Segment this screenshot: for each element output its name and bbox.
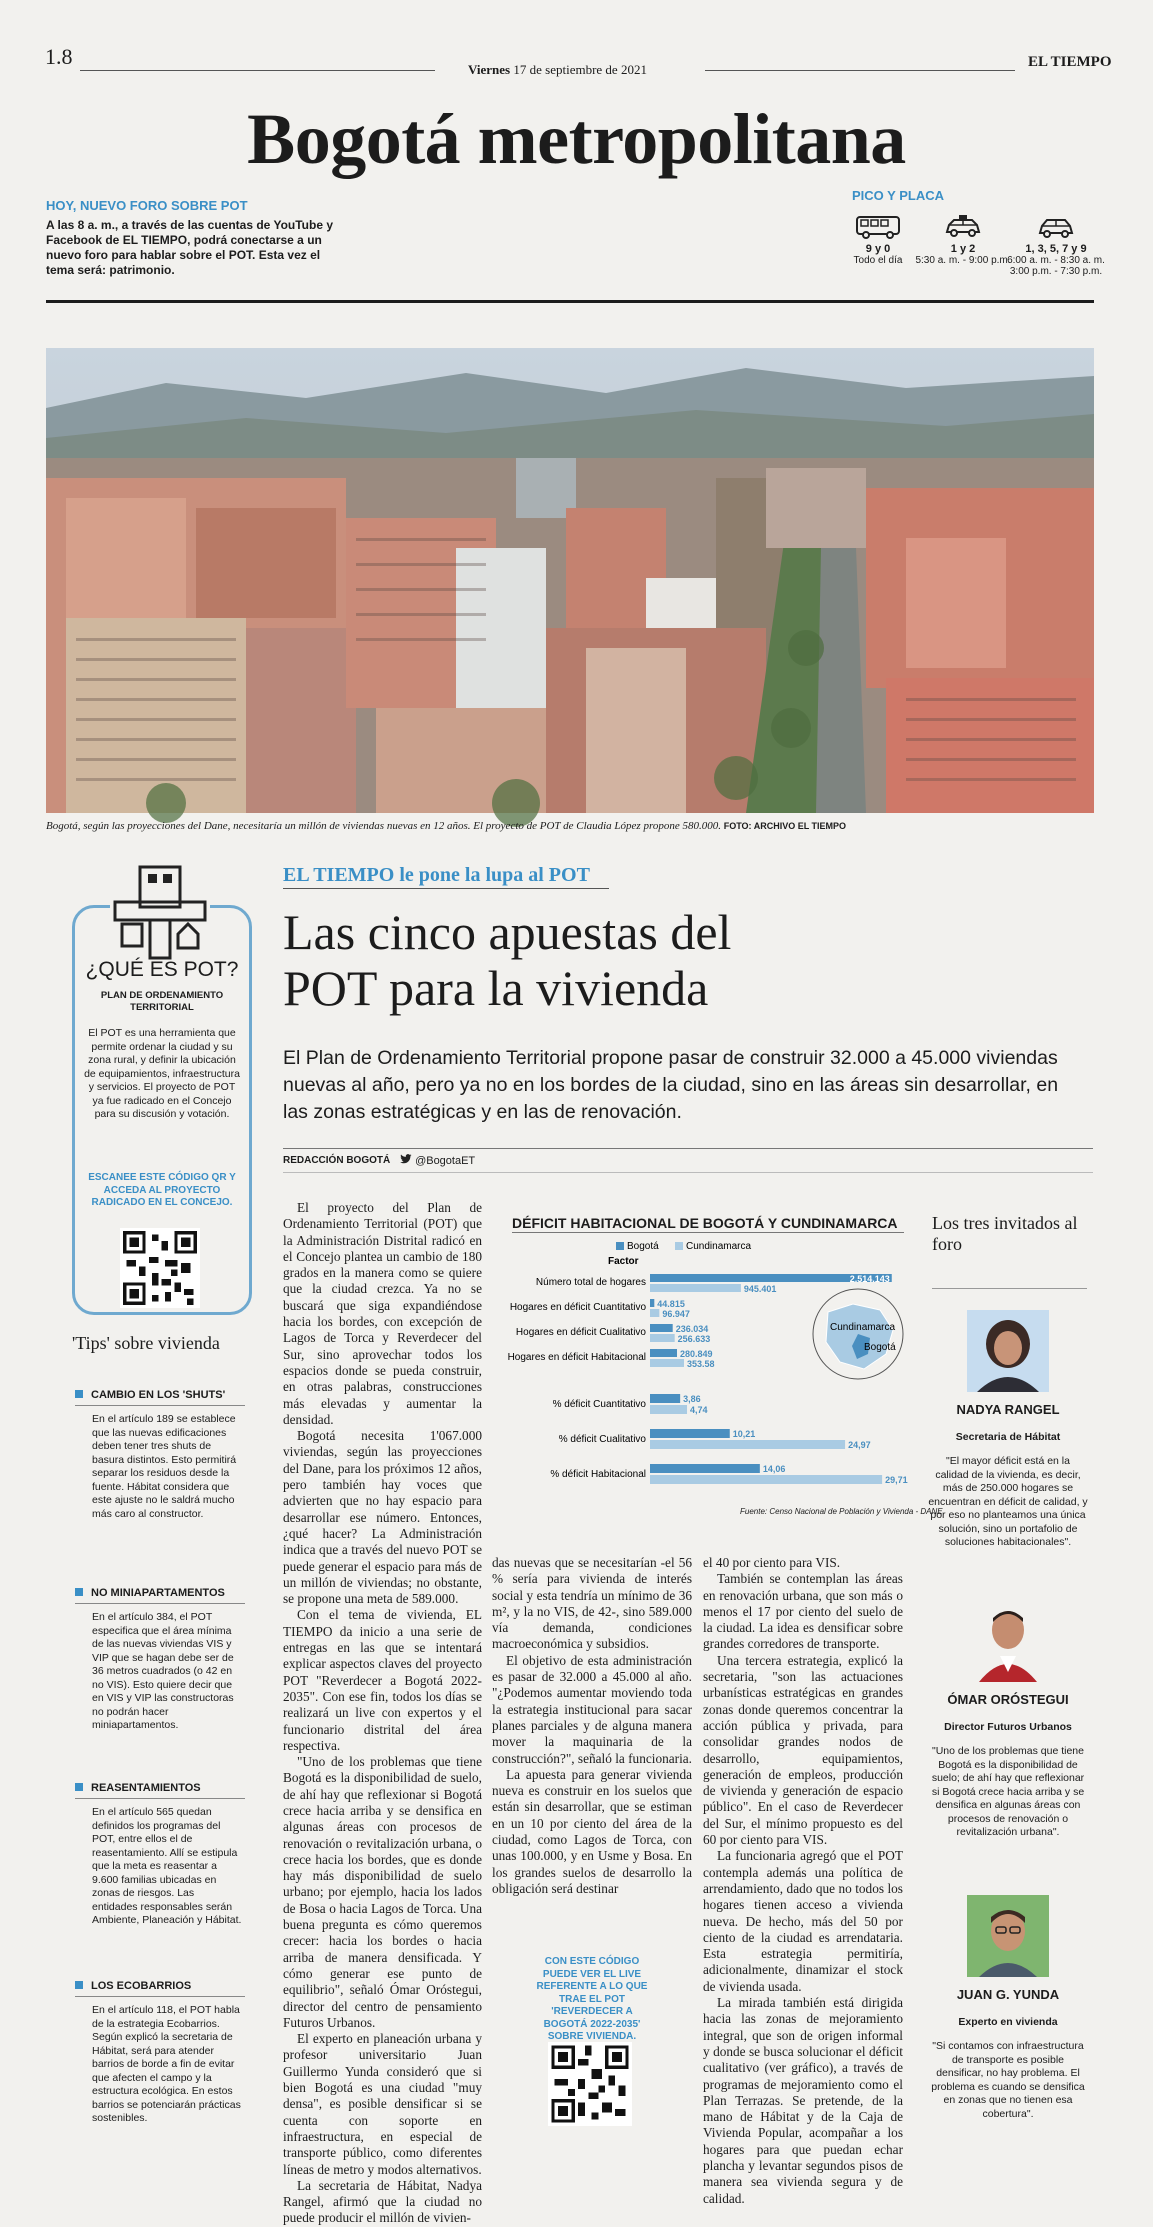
guests-rule bbox=[932, 1288, 1087, 1289]
tip-body-reasentamientos: En el artículo 565 quedan definidos los programas del POT, entre ellos el de reasentamiento. Allí se estipula que la meta es reasentar a 9.600 familias ubicadas en zonas de riesgos. Las entidades responsables serán Ambiente, Planeación y Hábitat. bbox=[92, 1806, 242, 1926]
map-label: Bogotá bbox=[864, 1342, 896, 1353]
paragraph: "Uno de los problemas que tiene Bogotá es la disponibilidad de suelo, de ahí hay que reflexionar si Bogotá crece hacia arriba y se densifica en algunas áreas con procesos de renovación o revitalización urbana, o crece hacia los bordes, que es donde hay más disponibilidad de suelo urbano; por ejemplo, hacia los lados de Bosa o hacia Lagos de Torca. Una buena pregunta es cómo queremos crecer: hacia los bordes o hacia arriba de manera densificada. Y cómo generar ese punto de equilibrio", señaló Ómar Oróstegui, director del centro de pensamiento Futuros Urbanos. bbox=[283, 1754, 482, 2030]
chart-bar bbox=[650, 1394, 680, 1403]
pot-question: ¿QUÉ ES POT? bbox=[85, 958, 239, 981]
chart-category-label: Hogares en déficit Cualitativo bbox=[515, 1327, 646, 1338]
paragraph: El proyecto del Plan de Ordenamiento Territorial (POT) que la Administración Distrital radicó en el Concejo plantea un cambio de 180 grados en la manera como se quiere que la ciudad crezca. Ya no se buscará que siga expandiéndose hacia los bordes, con excepción de Lagos de Torca y Reverdecer del Sur, sino aprovechar todos los espacios donde se pueda construir, en otras palabras, construcciones más elevadas y aumentar la densidad. bbox=[283, 1200, 482, 1427]
chart-bar bbox=[650, 1309, 659, 1317]
chart-data-label: 256.633 bbox=[677, 1334, 711, 1344]
header-date bbox=[468, 62, 647, 78]
paragraph: Una tercera estrategia, explicó la secretaria, "son las actuaciones urbanísticas estratégicas en grandes zonas donde queremos concentrar la acción pública y privada, para consolidar grandes nodos de desarrollo, equipamientos, generación de empleos, producción de vivienda y generación de espacio público". En el caso de Reverdecer del Sur, el mínimo propuesto es del 60 por ciento para VIS. bbox=[703, 1652, 903, 1848]
guest-quote: "Si contamos con infraestructura de transporte es posible densificar, no hay problema. El problema es cuando se densifica en zonas que no tienen esa cobertura". bbox=[931, 2040, 1085, 2120]
paragraph: el 40 por ciento para VIS. bbox=[703, 1555, 841, 1570]
article-deck: El Plan de Ordenamiento Territorial propone pasar de construir 32.000 a 45.000 viviendas nuevas al año, pero ya no en los bordes de la ciudad, sino en las áreas sin desarrollar, en las zonas estratégicas y en las de renovación. bbox=[283, 1047, 1059, 1123]
pico-bus-hours: Todo el día bbox=[853, 255, 903, 266]
article-column-1 bbox=[283, 1200, 482, 2227]
tip-heading-ecobarrios: LOS ECOBARRIOS bbox=[75, 1980, 191, 1992]
article-column-2 bbox=[492, 1555, 692, 1897]
article-kicker: EL TIEMPO le pone la lupa al POT bbox=[283, 864, 590, 886]
guest-name: ÓMAR ORÓSTEGUI bbox=[947, 1692, 1069, 1707]
chart-data-label: 4,74 bbox=[690, 1405, 708, 1415]
chart-bar bbox=[650, 1405, 687, 1414]
top-divider bbox=[46, 300, 1094, 303]
pico-bus-digits: 9 y 0 bbox=[865, 243, 891, 255]
qr-code-icon[interactable] bbox=[548, 2042, 632, 2126]
legend-swatch-cundinamarca bbox=[675, 1242, 683, 1250]
chart-source: Fuente: Censo Nacional de Población y Vivienda - DANE bbox=[740, 1507, 943, 1516]
legend-label: Bogotá bbox=[627, 1241, 659, 1252]
guest-card bbox=[928, 1600, 1088, 1840]
paragraph: La mirada también está dirigida hacia las zonas de mejoramiento integral, que son de origen informal y donde se busca solucionar el déficit cualitativo (ver gráfico), a través de programas de mejoramiento como el Plan Terrazas. Se pretende, de la mano de Hábitat y de la Caja de Vivienda Popular, acompañar a los hogares para que puedan echar plancha y levantar segundos pisos de manera sea vivienda segura y de calidad. bbox=[703, 1995, 903, 2206]
forum-kicker: HOY, NUEVO FORO SOBRE POT bbox=[46, 198, 248, 213]
live-cta-text: CON ESTE CÓDIGO PUEDE VER EL LIVE REFERENTE A LO QUE TRAE EL POT 'REVERDECER A BOGOTÁ 2022-2035' SOBRE VIVIENDA. bbox=[536, 1956, 648, 2042]
city-plan-icon bbox=[110, 862, 210, 962]
pico-car bbox=[1006, 212, 1106, 277]
tip-rule bbox=[75, 1603, 245, 1604]
chart-data-label: 353.58 bbox=[686, 1359, 715, 1369]
guest-quote: "Uno de los problemas que tiene Bogotá es la disponibilidad de suelo; de ahí hay que reflexionar si Bogotá crece hacia arriba y se densifica en algunas áreas con procesos de renovación o revitalización urbana". bbox=[931, 1745, 1085, 1838]
paragraph: La secretaria de Hábitat, Nadya Rangel, afirmó que la ciudad no puede producir el millón de vivien- bbox=[283, 2177, 482, 2226]
guest-role: Director Futuros Urbanos bbox=[944, 1721, 1072, 1733]
bus-icon bbox=[848, 212, 908, 240]
pico-taxi-hours: 5:30 a. m. - 9:00 p.m. bbox=[915, 255, 1011, 266]
tip-rule bbox=[75, 1798, 245, 1799]
chart-category-label: Hogares en déficit Habitacional bbox=[507, 1352, 646, 1363]
tip-body-ecobarrios: En el artículo 118, el POT habla de la estrategia Ecobarrios. Según explicó la secretaria de Hábitat, será para atender barrios de borde a fin de evitar que afecten el campo y la estructura ecológica. En estos barrios se potenciarán prácticas sostenibles. bbox=[92, 2004, 241, 2124]
tip-heading-reasentamientos: REASENTAMIENTOS bbox=[75, 1782, 201, 1794]
tip-body-miniapartamentos: En el artículo 384, el POT especifica que el área mínima de las nuevas viviendas VIS y VIP que se hagan debe ser de 36 metros cuadrados (o 42 en no VIS). Esto quiere decir que en VIS y VIP las constructoras no podrán hacer miniapartamentos. bbox=[92, 1611, 234, 1731]
chart-category-label: % déficit Habitacional bbox=[550, 1469, 646, 1480]
byline-rule bbox=[283, 1148, 1093, 1149]
chart-data-label: 29,71 bbox=[885, 1475, 908, 1485]
map-label: Cundinamarca bbox=[830, 1322, 896, 1333]
chart-bar bbox=[650, 1440, 845, 1449]
chart-data-label: 14,06 bbox=[762, 1464, 786, 1474]
guest-name: NADYA RANGEL bbox=[956, 1402, 1060, 1417]
chart-data-label: 10,21 bbox=[732, 1429, 756, 1439]
chart-bar bbox=[650, 1324, 673, 1332]
chart-title: DÉFICIT HABITACIONAL DE BOGOTÁ Y CUNDINAMARCA bbox=[512, 1215, 898, 1231]
guest-name: JUAN G. YUNDA bbox=[956, 1987, 1060, 2002]
paragraph: das nuevas que se necesitarían -el 56 % sería para vivienda de interés social y esta tendría un mínimo de 36 m², y la no VIS, de 42-, sino 589.000 vía demanda, condiciones macroeconómica y subsidios. bbox=[492, 1555, 692, 1652]
article-byline: REDACCIÓN BOGOTÁ bbox=[283, 1155, 391, 1166]
tips-title: 'Tips' sobre vivienda bbox=[72, 1333, 220, 1353]
page-number: 1.8 bbox=[45, 44, 73, 69]
paragraph: La funcionaria agregó que el POT contempla además una política de arrendamiento, dado que no todos los hogares tienen acceso a vivienda nueva. De hecho, más del 50 por ciento de la ciudad es arrendataria. Esta estrategia permitiría, adicionalmente, dinamizar el stock de vivienda usada. bbox=[703, 1848, 903, 1994]
header-date-text: 17 de septiembre de 2021 bbox=[513, 62, 647, 77]
paragraph: Con el tema de vivienda, EL TIEMPO da inicio a una serie de entregas en las que se intentará explicar aspectos claves del proyecto POT "Reverdecer a Bogotá 2022-2035". Con ese fin, todos los días se realizará un live con expertos y el funcionario distrital del área respectiva. bbox=[283, 1607, 482, 1753]
tip-heading-miniapartamentos: NO MINIAPARTAMENTOS bbox=[75, 1587, 225, 1599]
guest-quote: "El mayor déficit está en la calidad de la vivienda, es decir, más de 250.000 hogares se encuentran en déficit de calidad, y por eso no planteamos una única solución, sino un portafolio de soluciones habitacionales". bbox=[928, 1455, 1088, 1548]
paragraph: La apuesta para generar vivienda nueva es construir en los suelos que están sin desarrollar, que se estiman en un 10 por ciento del área de la ciudad, como Lagos de Torca, con unas 100.000, y en Usme y Bosa. En los grandes suelos de desarrollo la obligación será destinar bbox=[492, 1766, 692, 1896]
city-photo bbox=[46, 348, 1094, 813]
caption-text: Bogotá, según las proyecciones del Dane, necesitaría un millón de viviendas nuevas en 12 años. El proyecto de POT de Claudia López propone 580.000. bbox=[46, 820, 721, 832]
paragraph: El objetivo de esta administración es pasar de 32.000 a 45.000 al año. "¿Podemos aumentar moviendo toda la estrategia institucional para sacar planes parciales y de alguna manera mover la maquinaria de la construcción?", señaló la funcionaria. bbox=[492, 1652, 692, 1766]
forum-text: A las 8 a. m., a través de las cuentas de YouTube y Facebook de EL TIEMPO, podrá conectarse a un nuevo foro para hablar sobre el POT. Esta vez el tema será: patrimonio. bbox=[46, 218, 334, 277]
chart-data-label: 2.514.143 bbox=[849, 1274, 890, 1284]
twitter-icon bbox=[400, 1155, 415, 1167]
guest-photo bbox=[967, 1895, 1049, 1977]
guest-photo bbox=[967, 1600, 1049, 1682]
header-rule-left bbox=[80, 70, 435, 71]
chart-bar bbox=[650, 1334, 675, 1342]
car-icon bbox=[1006, 212, 1106, 240]
chart-bar bbox=[650, 1349, 677, 1357]
header-day: Viernes bbox=[468, 62, 511, 77]
chart-category-label: Número total de hogares bbox=[535, 1277, 646, 1288]
chart-bar bbox=[650, 1299, 654, 1307]
tip-rule bbox=[75, 1996, 245, 1997]
chart-title-rule bbox=[512, 1232, 904, 1233]
twitter-handle[interactable] bbox=[400, 1154, 475, 1167]
article-headline bbox=[283, 904, 1083, 1016]
chart-bar bbox=[650, 1359, 684, 1367]
pot-subtitle: PLAN DE ORDENAMIENTO TERRITORIAL bbox=[100, 990, 224, 1013]
paragraph: También se contemplan las áreas en renovación urbana, que son más o menos el 17 por ciento del suelo de la ciudad. La idea es densificar sobre grandes corredores de transporte. bbox=[703, 1571, 903, 1652]
pico-taxi-digits: 1 y 2 bbox=[950, 243, 976, 255]
taxi-icon bbox=[912, 212, 1014, 240]
tip-rule bbox=[75, 1405, 245, 1406]
guests-title: Los tres invitados al foro bbox=[932, 1213, 1078, 1254]
pot-scan-text: ESCANEE ESTE CÓDIGO QR Y ACCEDA AL PROYECTO RADICADO EN EL CONCEJO. bbox=[88, 1172, 236, 1208]
byline-rule-bottom bbox=[283, 1172, 1093, 1173]
legend-label: Cundinamarca bbox=[686, 1241, 752, 1252]
guest-photo bbox=[967, 1310, 1049, 1392]
chart-data-label: 280.849 bbox=[680, 1349, 713, 1359]
deficit-chart bbox=[507, 1234, 908, 1524]
qr-code-icon[interactable] bbox=[120, 1228, 200, 1308]
pico-taxi bbox=[912, 212, 1014, 266]
guest-card bbox=[928, 1310, 1088, 1550]
chart-category-label: % déficit Cualitativo bbox=[558, 1434, 646, 1445]
tip-heading-shuts: CAMBIO EN LOS 'SHUTS' bbox=[75, 1389, 225, 1401]
article-column-3 bbox=[703, 1555, 903, 2207]
chart-category-label: % déficit Cuantitativo bbox=[552, 1399, 646, 1410]
pico-car-hours: 6:00 a. m. - 8:30 a. m. bbox=[1007, 255, 1105, 266]
chart-bar bbox=[650, 1464, 760, 1473]
chart-data-label: 44.815 bbox=[657, 1299, 685, 1309]
chart-data-label: 236.034 bbox=[675, 1324, 709, 1334]
pico-car-digits: 1, 3, 5, 7 y 9 bbox=[1025, 243, 1087, 255]
paragraph: Bogotá necesita 1'067.000 viviendas, según las proyecciones del Dane, para los próximos 12 años, pero también hay voces que advierten que no hay espacio para desarrollar ese número. Entonces, ¿qué hacer? La Administración indica que a través del nuevo POT se puede generar el espacio para más de un millón de viviendas; no obstante, se propone una meta de 589.000. bbox=[283, 1428, 482, 1607]
chart-bar bbox=[650, 1284, 741, 1292]
guest-card bbox=[928, 1895, 1088, 2121]
chart-data-label: 24,97 bbox=[848, 1440, 871, 1450]
section-title: Bogotá metropolitana bbox=[247, 99, 906, 179]
guest-role: Experto en vivienda bbox=[958, 2016, 1058, 2028]
chart-data-label: 3,86 bbox=[683, 1394, 701, 1404]
chart-factor-label: Factor bbox=[608, 1256, 639, 1267]
pot-definition: El POT es una herramienta que permite ordenar la ciudad y su zona rural, y definir la ubicación de equipamientos, infraestructura y servicios. El proyecto de POT ya fue radicado en el Concejo para su discusión y votación. bbox=[84, 1027, 240, 1120]
masthead: EL TIEMPO bbox=[1028, 54, 1112, 70]
headline-line-1: Las cinco apuestas del bbox=[283, 904, 732, 960]
chart-data-label: 96.947 bbox=[662, 1309, 690, 1319]
pico-y-placa-title: PICO Y PLACA bbox=[852, 188, 944, 203]
chart-bar bbox=[650, 1429, 730, 1438]
photo-credit: FOTO: ARCHIVO EL TIEMPO bbox=[723, 821, 847, 831]
chart-data-label: 945.401 bbox=[743, 1284, 777, 1294]
tip-body-shuts: En el artículo 189 se establece que las nuevas edificaciones deben tener tres shuts de basura distintos. Esto permitirá separar los residuos desde la fuente. Hábitat considera que este ajuste no le saldrá mucho más caro al constructor. bbox=[92, 1413, 237, 1520]
guest-role: Secretaria de Hábitat bbox=[955, 1431, 1061, 1443]
chart-category-label: Hogares en déficit Cuantitativo bbox=[509, 1302, 646, 1313]
legend-swatch-bogota bbox=[616, 1242, 624, 1250]
twitter-handle-text: @BogotaET bbox=[415, 1155, 476, 1167]
photo-caption bbox=[46, 820, 1094, 832]
chart-bar bbox=[650, 1475, 882, 1484]
kicker-rule bbox=[283, 888, 609, 889]
header-rule-right bbox=[705, 70, 1015, 71]
pico-car-hours-2: 3:00 p.m. - 7:30 p.m. bbox=[1009, 266, 1103, 277]
headline-line-2: POT para la vivienda bbox=[283, 960, 709, 1016]
paragraph: El experto en planeación urbana y profesor universitario Juan Guillermo Yunda consideró que si bien Bogotá es una ciudad "muy densa", es posible densificar si se cuenta con soporte en infraestructura, en especial de transporte público, como diferentes líneas de metro y modos alternativos. bbox=[283, 2031, 482, 2177]
pico-bus bbox=[848, 212, 908, 266]
